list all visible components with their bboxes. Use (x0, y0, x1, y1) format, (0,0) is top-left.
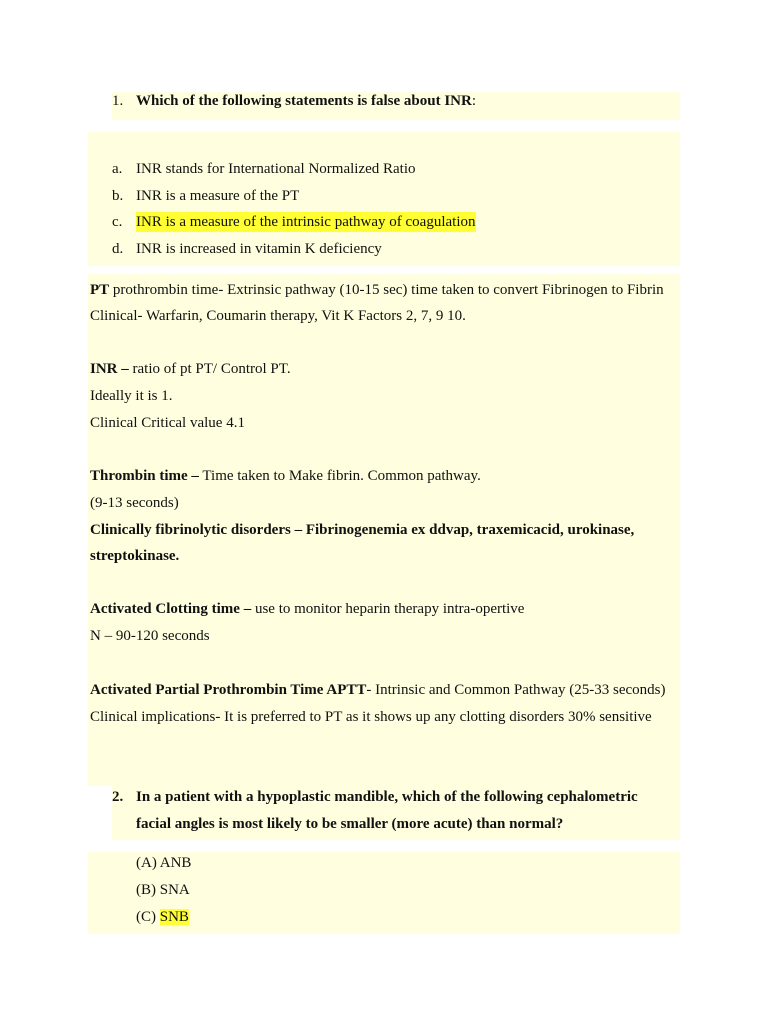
tt-definition: Time taken to Make fibrin. Common pathway. (198, 468, 481, 484)
inr-term: INR – (90, 361, 129, 377)
q2-question-text-1: In a patient with a hypoplastic mandible, which of the following cephalometric (136, 789, 638, 805)
option-text: ANB (159, 855, 192, 871)
act-line (90, 599, 524, 619)
option-text-highlighted: SNB (159, 909, 189, 925)
act-term: Activated Clotting time – (90, 601, 252, 617)
q2-number: 2. (112, 789, 124, 805)
tt-clinical-text-2: streptokinase. (90, 548, 180, 564)
pt-definition: prothrombin time- Extrinsic pathway (10-15 sec) time taken to convert Fibrinogen to Fibrin (109, 282, 664, 298)
aptt-line (90, 680, 666, 700)
option-text: INR stands for International Normalized Ratio (136, 161, 416, 177)
inr-line (90, 359, 291, 379)
aptt-clinical: Clinical implications- It is preferred to PT as it shows up any clotting disorders 30% sensitive (90, 709, 652, 725)
option-letter: d. (112, 241, 124, 257)
tt-range: (9-13 seconds) (90, 495, 179, 511)
tt-term: Thrombin time – (90, 468, 199, 484)
q1-colon: : (471, 93, 477, 109)
act-definition: use to monitor heparin therapy intra-opertive (251, 601, 525, 617)
q1-number: 1. (112, 93, 124, 109)
q2-option-c (136, 907, 189, 927)
q2-question-text-2: facial angles is most likely to be smaller (more acute) than normal? (136, 816, 564, 832)
option-letter: b. (112, 188, 124, 204)
inr-critical: Clinical Critical value 4.1 (90, 415, 245, 431)
q2-option-b (136, 880, 190, 900)
tt-line (90, 466, 481, 486)
option-text: INR is a measure of the PT (136, 188, 300, 204)
q2-option-a (136, 853, 191, 873)
pt-term: PT (90, 282, 110, 298)
option-letter: (A) (136, 855, 157, 871)
tt-clinical-2 (90, 546, 179, 566)
option-letter: (C) (136, 909, 156, 925)
option-letter: c. (112, 214, 123, 230)
option-text: SNA (159, 882, 190, 898)
option-letter: a. (112, 161, 123, 177)
option-text-highlighted: INR is a measure of the intrinsic pathway of coagulation (136, 214, 476, 230)
option-text: INR is increased in vitamin K deficiency (136, 241, 382, 257)
tt-clinical-1 (90, 520, 634, 540)
inr-ideal: Ideally it is 1. (90, 388, 173, 404)
act-normal: N – 90-120 seconds (90, 628, 210, 644)
inr-definition: ratio of pt PT/ Control PT. (128, 361, 291, 377)
aptt-term: Activated Partial Prothrombin Time APTT (90, 682, 367, 698)
option-letter: (B) (136, 882, 156, 898)
q1-question-text: Which of the following statements is false about INR (136, 93, 472, 109)
tt-clinical-text-1: Clinically fibrinolytic disorders – Fibrinogenemia ex ddvap, traxemicacid, urokinase, (90, 522, 635, 538)
pt-clinical: Clinical- Warfarin, Coumarin therapy, Vit K Factors 2, 7, 9 10. (90, 308, 466, 324)
pt-line (90, 280, 664, 300)
aptt-definition: - Intrinsic and Common Pathway (25-33 seconds) (366, 682, 666, 698)
